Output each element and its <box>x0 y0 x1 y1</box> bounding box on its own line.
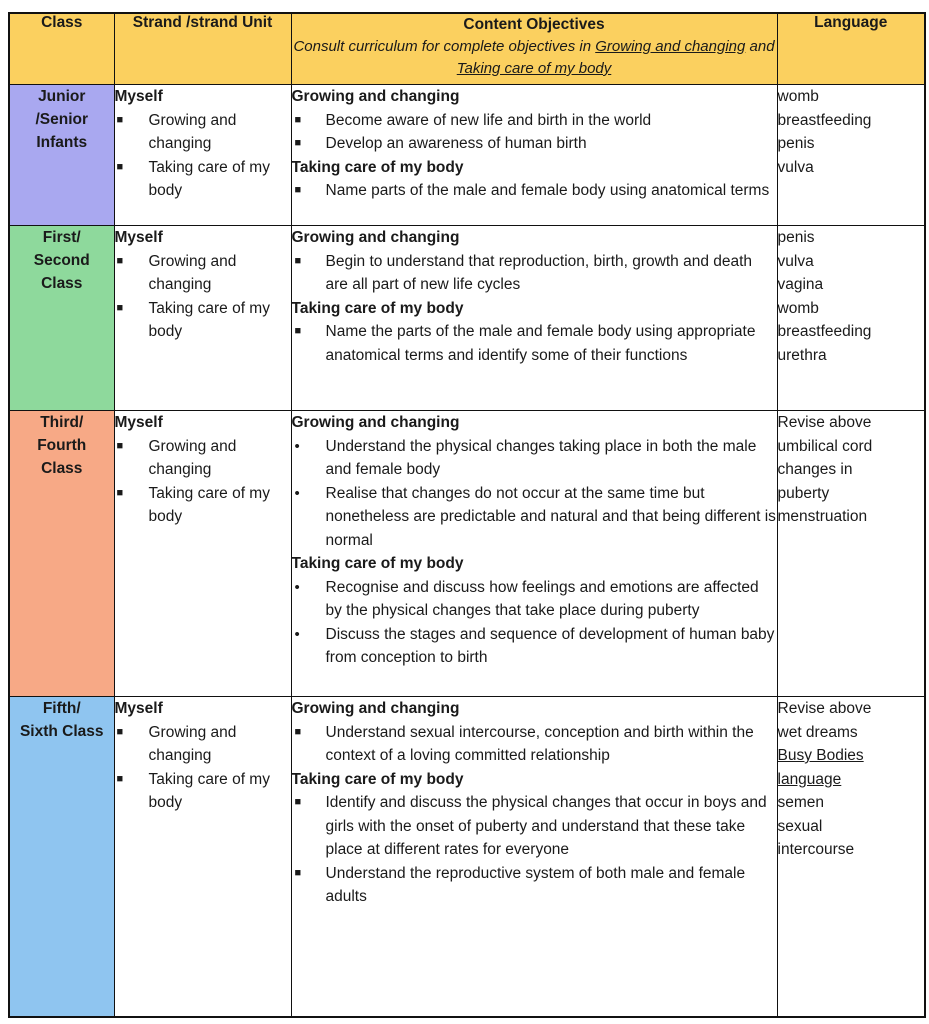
square-bullet-icon: ■ <box>294 725 302 738</box>
objective-section-title: Growing and changing <box>291 229 460 246</box>
objective-item <box>292 320 777 367</box>
square-bullet-icon: ■ <box>116 439 124 452</box>
strand-item-label: Growing and changing <box>148 723 237 764</box>
strand-item <box>115 768 291 815</box>
square-bullet-icon: ■ <box>294 254 302 267</box>
objective-section-title: Growing and changing <box>291 700 460 717</box>
subtitle-link-growing: Growing and changing <box>595 38 746 55</box>
class-label-line: Infants <box>36 134 88 151</box>
subtitle-link-taking-care: Taking care of my body <box>456 60 612 77</box>
square-bullet-icon: ■ <box>294 137 302 149</box>
content-objectives-cell <box>291 226 777 411</box>
class-cell <box>9 697 114 1017</box>
strand-item-label: Taking care of my body <box>148 770 270 811</box>
objective-section-title: Taking care of my body <box>291 770 464 788</box>
language-term: umbilical cord <box>777 437 873 455</box>
language-term-underlined: Busy Bodies <box>777 747 864 764</box>
language-term <box>778 744 925 768</box>
objective-item <box>292 109 777 133</box>
strand-cell <box>114 85 291 226</box>
objective-text: Recognise and discuss how feelings and emotions are affected by the physical changes that take place during puberty <box>325 578 759 619</box>
strand-item-label: Taking care of my body <box>148 158 270 199</box>
strand-item-label: Growing and changing <box>148 252 237 293</box>
language-term: womb <box>777 299 819 317</box>
strand-cell <box>114 697 291 1017</box>
table-row <box>9 226 925 411</box>
class-label-line: Junior <box>38 88 86 105</box>
language-term: vulva <box>777 252 814 270</box>
class-cell <box>9 85 114 226</box>
square-bullet-icon: ■ <box>294 184 302 196</box>
round-bullet-icon: • <box>294 437 300 455</box>
objective-section-title: Taking care of my body <box>291 158 464 176</box>
objective-text: Name parts of the male and female body using anatomical terms <box>325 182 770 199</box>
content-objectives-title: Content Objectives <box>463 16 605 33</box>
language-term <box>778 768 925 792</box>
objective-text: Develop an awareness of human birth <box>325 135 587 152</box>
table-row <box>9 85 925 226</box>
class-label-line: First/ <box>42 229 81 246</box>
objective-text: Understand the reproductive system of both male and female adults <box>325 864 746 905</box>
table-row <box>9 411 925 697</box>
strand-item <box>115 297 291 344</box>
class-label-line: Sixth Class <box>19 723 104 740</box>
curriculum-table <box>8 12 926 1018</box>
language-cell <box>777 697 925 1017</box>
class-cell <box>9 411 114 697</box>
language-term: Revise above <box>777 700 872 717</box>
language-cell <box>777 85 925 226</box>
language-cell <box>777 411 925 697</box>
objective-item <box>292 132 777 156</box>
strand-item-label: Growing and changing <box>148 111 237 152</box>
objective-item <box>292 721 777 768</box>
content-objectives-cell <box>291 411 777 697</box>
square-bullet-icon: ■ <box>294 866 302 879</box>
objective-item <box>292 576 777 623</box>
class-label-line: Second <box>33 252 90 269</box>
objective-section-title: Growing and changing <box>291 88 460 105</box>
objective-item <box>292 482 777 553</box>
objective-text: Identify and discuss the physical changes that occur in boys and girls with the onset of puberty and understand that these take place at different rates for everyone <box>325 794 767 858</box>
strand-cell <box>114 226 291 411</box>
round-bullet-icon: • <box>294 625 300 643</box>
class-label-line: Class <box>41 275 83 292</box>
objective-text: Become aware of new life and birth in the world <box>325 111 652 129</box>
language-term: Revise above <box>777 414 872 431</box>
strand-cell <box>114 411 291 697</box>
language-term: intercourse <box>777 841 855 858</box>
objective-section-title: Taking care of my body <box>291 555 464 572</box>
objective-text: Realise that changes do not occur at the same time but nonetheless are predictable and natural and that being different is normal <box>325 484 776 549</box>
language-cell <box>777 226 925 411</box>
subtitle-and: and <box>745 38 775 55</box>
strand-item <box>115 435 291 482</box>
objective-item <box>292 623 777 670</box>
content-objectives-cell <box>291 85 777 226</box>
language-term: puberty <box>777 484 830 502</box>
round-bullet-icon: • <box>294 484 300 502</box>
language-term: penis <box>777 229 815 246</box>
strand-item <box>115 482 291 529</box>
class-label-line: Class <box>41 460 83 477</box>
square-bullet-icon: ■ <box>116 301 124 314</box>
language-term-underlined: language <box>777 770 842 788</box>
header-content-objectives <box>291 13 777 85</box>
square-bullet-icon: ■ <box>116 113 124 126</box>
square-bullet-icon: ■ <box>116 254 124 267</box>
strand-item <box>115 250 291 297</box>
strand-item-label: Taking care of my body <box>148 484 270 525</box>
strand-item <box>115 156 291 203</box>
strand-item-label: Taking care of my body <box>148 299 270 340</box>
language-term: womb <box>777 88 819 105</box>
objective-section-title: Taking care of my body <box>291 299 464 317</box>
square-bullet-icon: ■ <box>294 113 302 126</box>
content-objectives-subtitle <box>292 36 777 80</box>
strand-title: Myself <box>114 414 163 431</box>
square-bullet-icon: ■ <box>294 796 302 808</box>
language-term: sexual <box>777 817 823 835</box>
content-objectives-cell <box>291 697 777 1017</box>
language-term: menstruation <box>777 508 868 525</box>
header-strand: Strand /strand Unit <box>114 13 291 85</box>
objective-text: Name the parts of the male and female body using appropriate anatomical terms and identify some of their functions <box>325 323 756 364</box>
class-label-line: /Senior <box>35 111 89 128</box>
class-label-line: Fifth/ <box>42 700 81 717</box>
strand-title: Myself <box>114 229 163 246</box>
header-language: Language <box>777 13 925 85</box>
table-row <box>9 697 925 1017</box>
strand-item <box>115 109 291 156</box>
class-label-line: Fourth <box>37 437 87 454</box>
strand-title: Myself <box>114 88 163 105</box>
subtitle-prefix: Consult curriculum for complete objectives in <box>293 38 596 55</box>
objective-item <box>292 179 777 203</box>
strand-item <box>115 721 291 768</box>
objective-text: Understand the physical changes taking place in both the male and female body <box>325 437 757 478</box>
square-bullet-icon: ■ <box>294 325 302 337</box>
objective-text: Discuss the stages and sequence of development of human baby from conception to birth <box>325 625 775 666</box>
language-term: wet dreams <box>777 723 858 741</box>
square-bullet-icon: ■ <box>116 772 124 785</box>
class-label-line: Third/ <box>40 414 84 431</box>
square-bullet-icon: ■ <box>116 486 124 499</box>
objective-item <box>292 250 777 297</box>
language-term: breastfeeding <box>777 323 872 340</box>
language-term: penis <box>777 135 815 152</box>
class-cell <box>9 226 114 411</box>
objective-item <box>292 862 777 909</box>
objective-text: Begin to understand that reproduction, birth, growth and death are all part of new life cycles <box>325 252 753 293</box>
language-term: vulva <box>777 158 814 176</box>
language-term: vagina <box>777 276 824 293</box>
language-term: semen <box>777 794 825 811</box>
square-bullet-icon: ■ <box>116 160 124 173</box>
round-bullet-icon: • <box>294 578 300 596</box>
strand-title: Myself <box>114 700 163 717</box>
language-term: changes in <box>777 461 853 478</box>
objective-item <box>292 791 777 862</box>
objective-section-title: Growing and changing <box>291 414 460 431</box>
language-term: breastfeeding <box>777 111 872 129</box>
objective-item <box>292 435 777 482</box>
header-class: Class <box>9 13 114 85</box>
objective-text: Understand sexual intercourse, conception and birth within the context of a loving committed relationship <box>325 723 754 764</box>
language-term: urethra <box>777 346 827 364</box>
square-bullet-icon: ■ <box>116 725 124 738</box>
strand-item-label: Growing and changing <box>148 437 237 478</box>
